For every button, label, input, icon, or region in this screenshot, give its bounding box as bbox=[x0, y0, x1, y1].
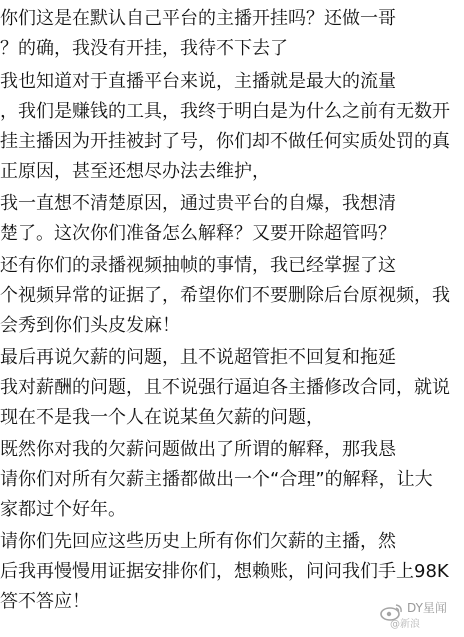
text-line: 我对薪酬的问题，且不说强行逼迫各主播修改合同，就说 bbox=[0, 377, 450, 398]
text-line: 我一直想不清楚原因，通过贵平台的自爆，我想清 bbox=[0, 193, 396, 214]
text-line: 正原因，甚至还想尽办法去维护， bbox=[0, 161, 270, 182]
text-line: ，我们是赚钱的工具，我终于明白是为什么之前有无数开 bbox=[0, 101, 450, 122]
text-line: 请你们先回应这些历史上所有你们欠薪的主播，然 bbox=[0, 531, 396, 552]
weibo-watermark bbox=[380, 599, 458, 633]
text-line: ？的确，我没有开挂，我待不下去了 bbox=[0, 38, 288, 59]
text-line: 你们这是在默认自己平台的主播开挂吗？还做一哥 bbox=[0, 8, 396, 29]
text-line: 会秀到你们头皮发麻！ bbox=[0, 315, 180, 336]
text-line: 最后再说欠薪的问题，且不说超管拒不回复和拖延 bbox=[0, 347, 396, 368]
text-line: 既然你对我的欠薪问题做出了所谓的解释，那我恳 bbox=[0, 439, 396, 460]
watermark-label: DY星闻 bbox=[407, 601, 447, 615]
text-line: 请你们对所有欠薪主播都做出一个“合理”的解释，让大 bbox=[0, 469, 433, 490]
text-line: 挂主播因为开挂被封了号，你们却不做任何实质处罚的真 bbox=[0, 131, 450, 152]
text-line: 现在不是我一个人在说某鱼欠薪的问题， bbox=[0, 407, 324, 428]
text-line: 后我再慢慢用证据安排你们，想赖账，问问我们手上98K bbox=[0, 561, 449, 582]
text-line: 楚了。这次你们准备怎么解释？又要开除超管吗？ bbox=[0, 223, 396, 244]
text-line: 还有你们的录播视频抽帧的事情，我已经掌握了这 bbox=[0, 255, 396, 276]
text-line: 答不答应！ bbox=[0, 591, 90, 612]
text-line: 我也知道对于直播平台来说，主播就是最大的流量 bbox=[0, 71, 396, 92]
watermark-handle: @新浪 bbox=[390, 619, 420, 630]
text-line: 个视频异常的证据了，希望你们不要删除后台原视频，我 bbox=[0, 285, 450, 306]
text-line: 家都过个好年。 bbox=[0, 499, 126, 520]
